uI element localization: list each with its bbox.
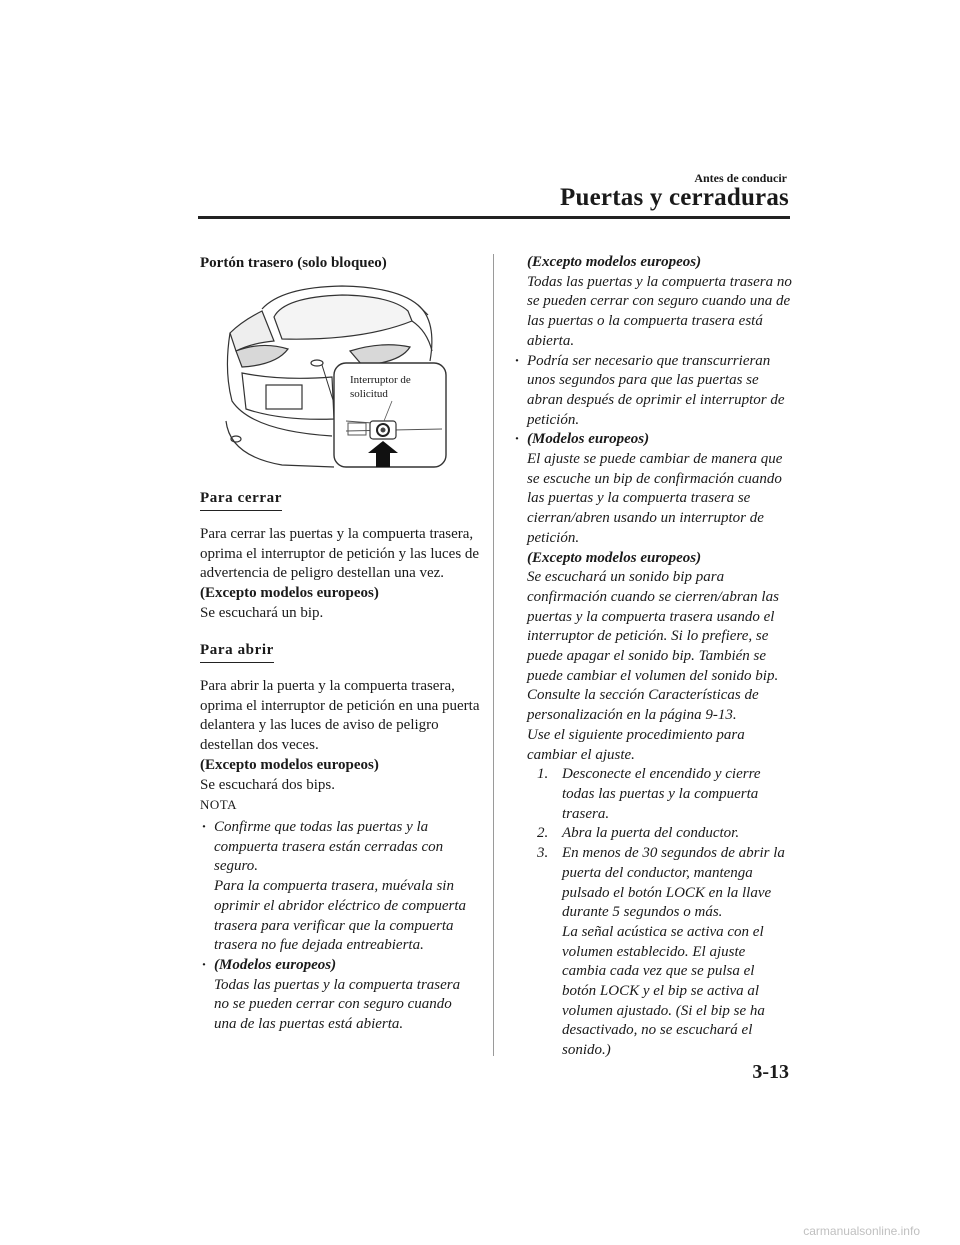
excepto-head-1: (Excepto modelos europeos)	[527, 254, 702, 270]
nota-bullet-2-head: · (Modelos europeos)	[214, 956, 476, 976]
watermark: carmanualsonline.info	[803, 1224, 920, 1238]
step-text: Desconecte el encendido y cierre todas las puertas y la compuerta trasera.	[562, 766, 761, 822]
procedure-steps	[527, 765, 792, 1061]
para-cerrar-section	[200, 489, 480, 624]
right-bullet-2-head: · (Modelos europeos)	[527, 430, 792, 450]
step-text: Abra la puerta del conductor.	[562, 825, 740, 842]
section-label: Antes de conducir	[694, 171, 787, 185]
right-column	[527, 253, 792, 1061]
figure-title: Portón trasero (solo bloqueo)	[200, 255, 387, 271]
excepto-text-2: Se escuchará un sonido bip para confirmación cuando se cierren/abran las puertas y la compuerta trasera usando el interruptor de petición. Si lo prefiere, se puede apagar el sonido bip. También se puede cambiar el volumen del sonido bip. Consulte la sección Características de personalización en la página 9-13.	[527, 569, 779, 724]
procedure-intro: Use el siguiente procedimiento para cambiar el ajuste.	[527, 726, 745, 763]
nota-bullet-2-text: Todas las puertas y la compuerta trasera no se pueden cerrar con seguro cuando una de las puertas está abierta.	[214, 976, 461, 1033]
para-cerrar-text: Para cerrar las puertas y la compuerta trasera, oprima el interruptor de petición y las luces de advertencia de peligro destellan una vez.	[200, 526, 480, 582]
excepto-label: (Excepto modelos europeos)	[200, 756, 379, 773]
excepto-label: (Excepto modelos europeos)	[200, 585, 379, 602]
callout-label-2: solicitud	[350, 388, 388, 400]
para-abrir-heading: Para abrir	[200, 642, 274, 663]
step-text: En menos de 30 segundos de abrir la puerta del conductor, mantenga pulsado el botón LOCK en la llave durante 5 segundos o más.	[562, 845, 785, 921]
bips-text: Se escuchará dos bips.	[200, 776, 335, 793]
step-1	[537, 765, 792, 824]
header-rule	[198, 216, 790, 219]
nota-label: NOTA	[200, 797, 238, 812]
nota-bullet-1: · Confirme que todas las puertas y la compuerta trasera están cerradas con seguro.	[214, 818, 476, 877]
step-number: 2.	[537, 825, 549, 842]
column-divider	[493, 254, 494, 1056]
para-abrir-text: Para abrir la puerta y la compuerta trasera, oprima el interruptor de petición en una puerta delantera y las luces de aviso de peligro destellan dos veces.	[200, 678, 480, 754]
right-bullet-1: · Podría ser necesario que transcurrieran unos segundos para que las puertas se abran después de oprimir el interruptor de petición.	[527, 352, 792, 431]
step-number: 3.	[537, 845, 549, 862]
para-cerrar-heading: Para cerrar	[200, 490, 282, 511]
nota-bullet-1-cont: Para la compuerta trasera, muévala sin oprimir el abridor eléctrico de compuerta trasera para verificar que la compuerta trasera no fue dejada entreabierta.	[214, 878, 467, 954]
nota-section	[200, 795, 480, 815]
callout-label-1: Interruptor de	[350, 374, 411, 386]
page-title: Puertas y cerraduras	[560, 184, 789, 211]
liftgate-illustration	[222, 281, 450, 470]
excepto-text-1: Todas las puertas y la compuerta trasera no se pueden cerrar con seguro cuando una de las puertas o la compuerta trasera está abierta.	[527, 273, 792, 349]
page-number: 3-13	[752, 1061, 789, 1083]
step-number: 1.	[537, 766, 549, 783]
excepto-head-2: (Excepto modelos europeos)	[527, 549, 702, 566]
step-2	[537, 824, 792, 844]
liftgate-drawing	[222, 281, 450, 470]
right-bullet-2-text: El ajuste se puede cambiar de manera que se escuche un bip de confirmación cuando las puertas y la compuerta trasera se cierran/abren usando un interruptor de petición.	[527, 451, 783, 546]
bip-text: Se escuchará un bip.	[200, 604, 324, 621]
step-3-detail: La señal acústica se activa con el volumen establecido. El ajuste cambia cada vez que se pulsa el botón LOCK y el bip se activa al volumen ajustado. (Si el bip se ha desactivado, no se escuchará el sonido.)	[562, 923, 765, 1059]
nota-bullets	[214, 818, 476, 1035]
para-abrir-section	[200, 641, 480, 795]
step-3	[537, 844, 792, 923]
